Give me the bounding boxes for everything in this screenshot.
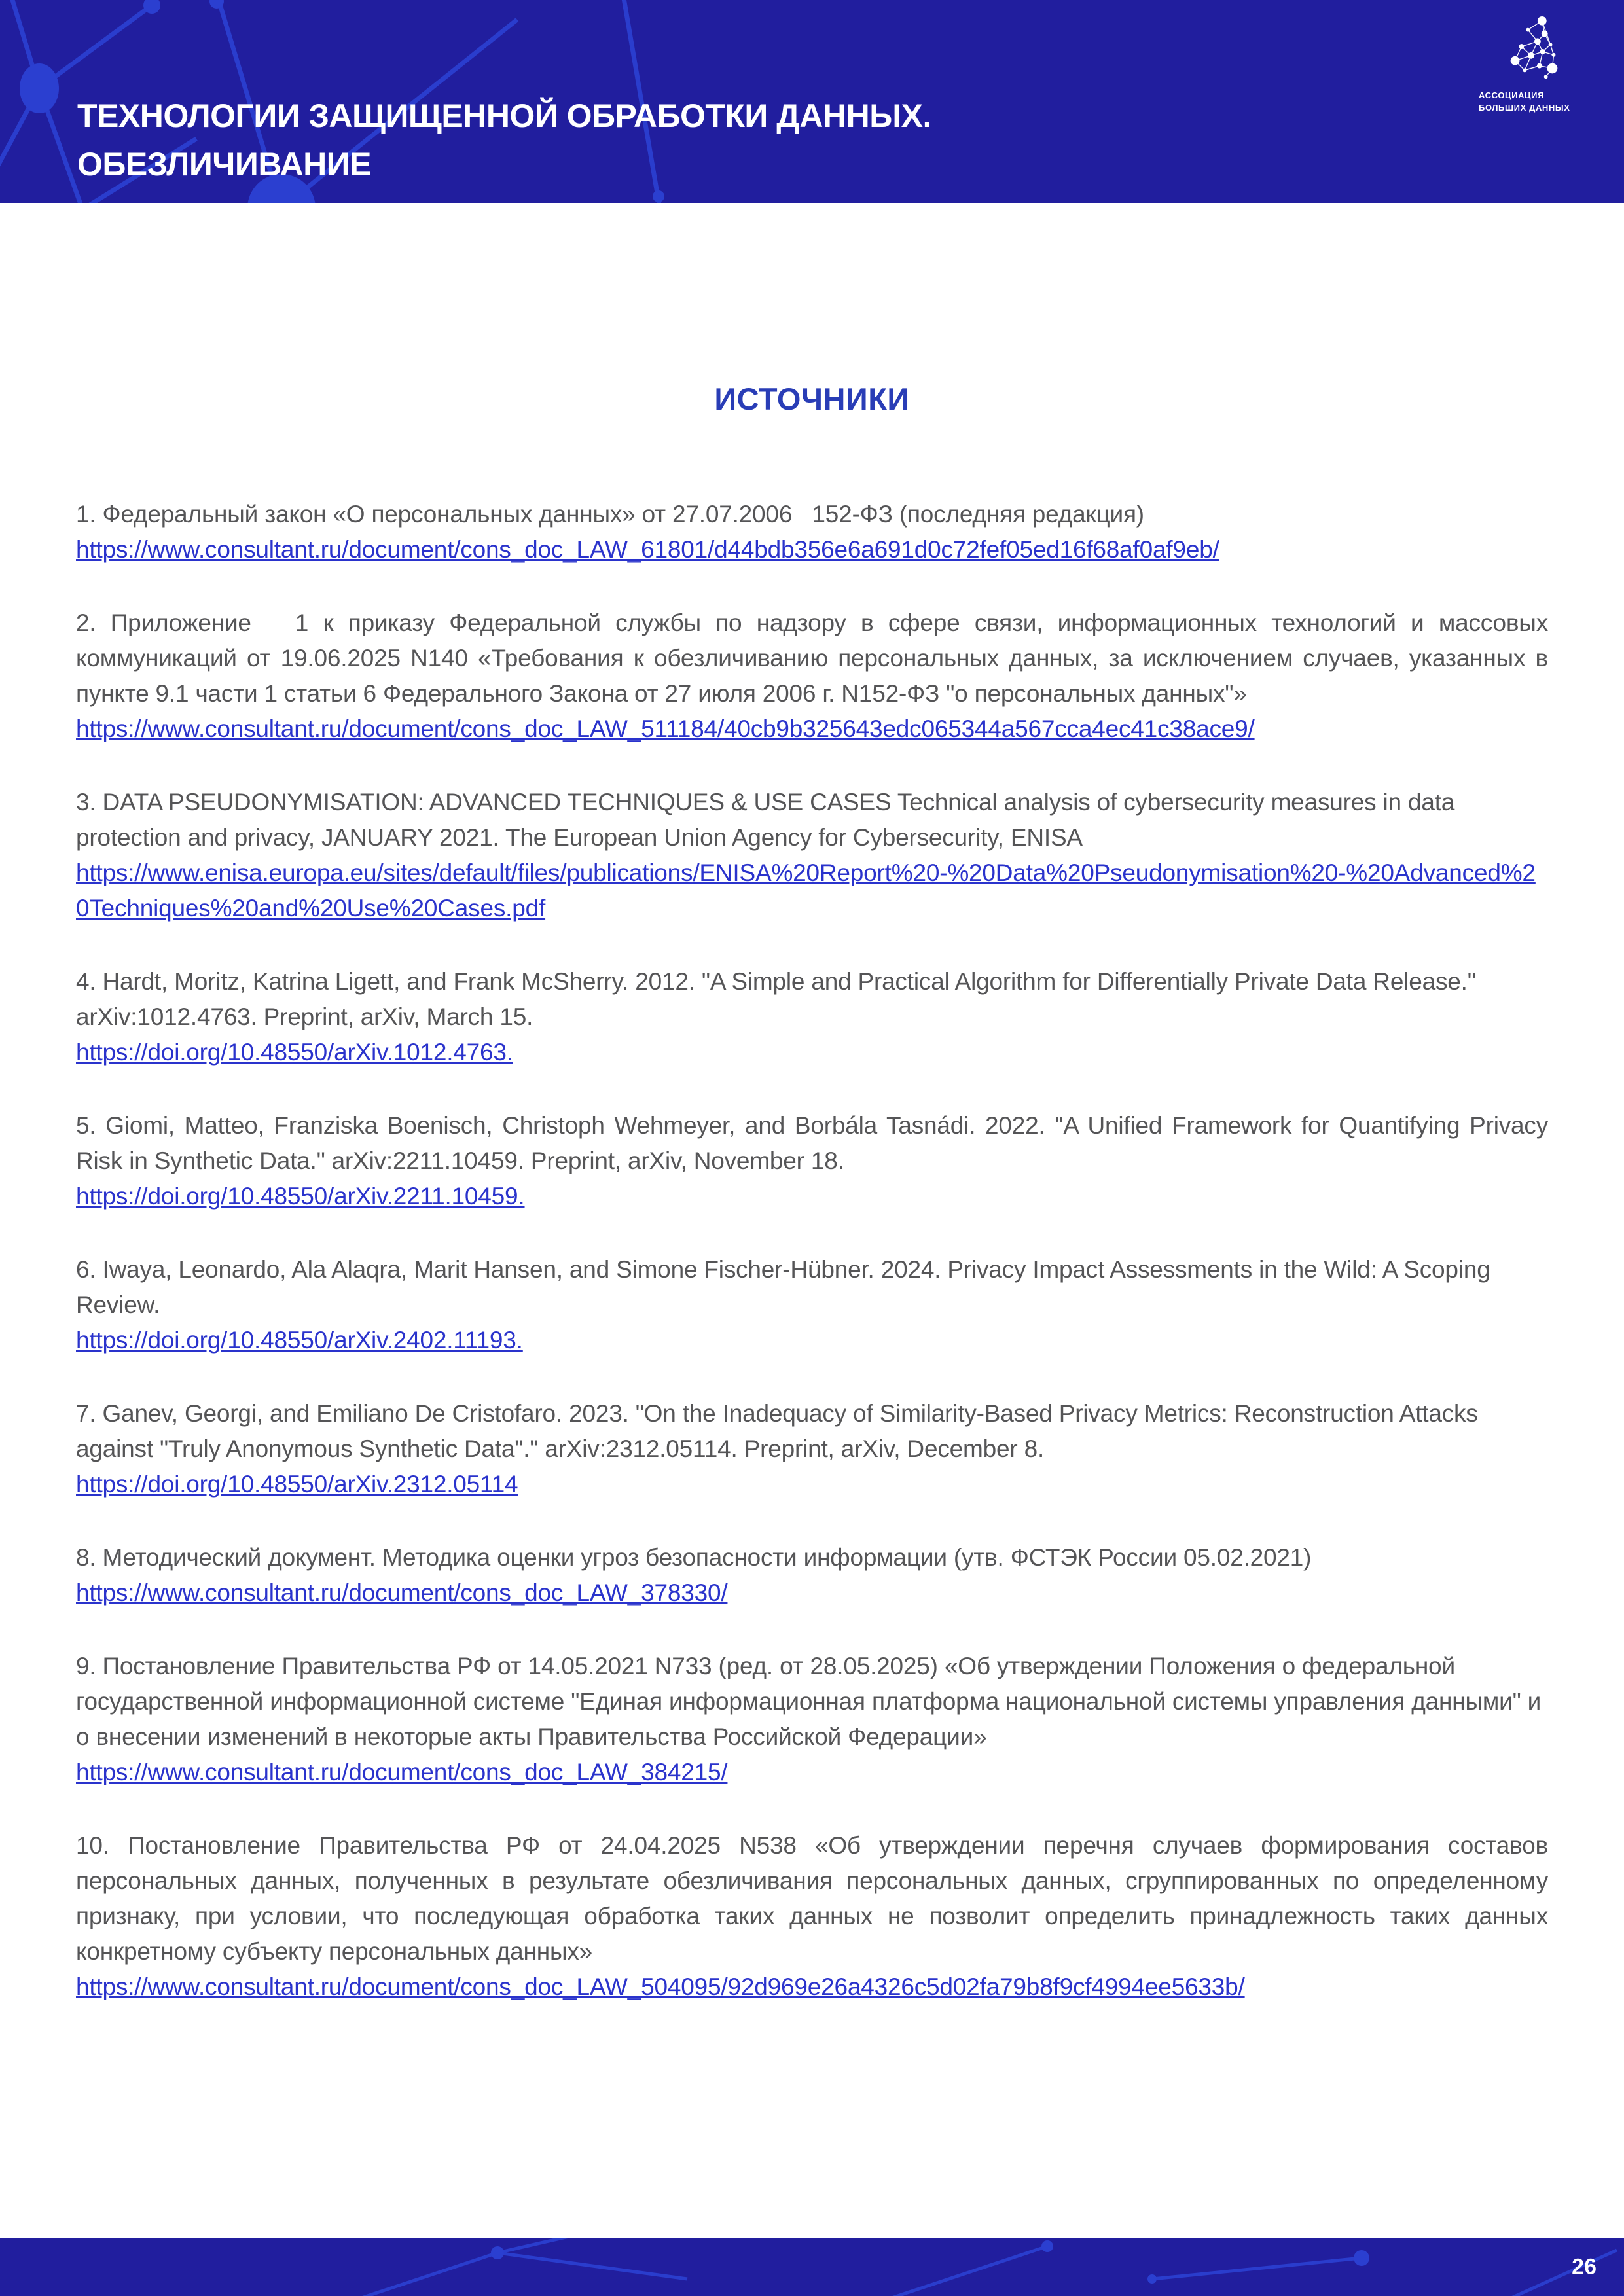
reference-text: 1. Федеральный закон «О персональных данных» от 27.07.2006 152-ФЗ (последняя редакция) [76,501,1144,528]
reference-text: 4. Hardt, Moritz, Katrina Ligett, and Frank McSherry. 2012. "A Simple and Practical Algorithm for Differentially Private Data Release." arXiv:1012.4763. Preprint, arXiv, March 15. [76,968,1483,1030]
reference-link[interactable]: https://doi.org/10.48550/arXiv.2312.05114 [76,1471,518,1498]
reference-item [76,1540,1548,1611]
abd-logo-text-line2: БОЛЬШИХ ДАННЫХ [1479,103,1570,113]
page-footer [0,2238,1624,2296]
reference-link[interactable]: https://www.consultant.ru/document/cons_doc_LAW_504095/92d969e26a4326c5d02fa79b8f9cf4994ee5633b/ [76,1973,1245,2000]
reference-link[interactable]: https://www.consultant.ru/document/cons_doc_LAW_384215/ [76,1759,728,1785]
page-title-line1: ТЕХНОЛОГИИ ЗАЩИЩЕННОЙ ОБРАБОТКИ ДАННЫХ. [77,98,931,134]
reference-link[interactable]: https://www.consultant.ru/document/cons_doc_LAW_378330/ [76,1579,728,1606]
reference-item [76,1649,1548,1790]
page-title [77,92,931,188]
reference-text: 10. Постановление Правительства РФ от 24.04.2025 N538 «Об утверждении перечня случаев формирования составов персональных данных, полученных в результате обезличивания персональных данных, сгруппированных по определенному признаку, при условии, что последующая обработка таких данных не позволит определить принадлежность таких данных конкретному субъекту персональных данных» [76,1832,1555,1965]
reference-text: 3. DATA PSEUDONYMISATION: ADVANCED TECHNIQUES & USE CASES Technical analysis of cybersecurity measures in data protection and privacy, JANUARY 2021. The European Union Agency for Cybersecurity, ENISA [76,789,1462,851]
sources-heading: ИСТОЧНИКИ [714,382,910,416]
page-header [0,0,1624,203]
reference-link[interactable]: https://doi.org/10.48550/arXiv.2402.11193. [76,1327,523,1354]
reference-item [76,1828,1555,2005]
abd-logo-icon [1502,14,1567,85]
reference-text: 8. Методический документ. Методика оценки угроз безопасности информации (утв. ФСТЭК России 05.02.2021) [76,1544,1312,1571]
reference-link[interactable]: https://www.consultant.ru/document/cons_doc_LAW_61801/d44bdb356e6a691d0c72fef05ed16f68af0af9eb/ [76,536,1219,563]
reference-text: 7. Ganev, Georgi, and Emiliano De Cristofaro. 2023. "On the Inadequacy of Similarity-Based Privacy Metrics: Reconstruction Attacks against "Truly Anonymous Synthetic Data"." arXiv:2312.05114. Preprint, arXiv, December 8. [76,1400,1485,1462]
page-title-line2: ОБЕЗЛИЧИВАНИЕ [77,146,371,183]
reference-link[interactable]: https://doi.org/10.48550/arXiv.1012.4763. [76,1039,513,1066]
reference-text: 9. Постановление Правительства РФ от 14.05.2021 N733 (ред. от 28.05.2025) «Об утверждении Положения о федеральной государственной информационной системе "Единая информационная платформа национальной системы управления данными" и о внесении изменений в некоторые акты Правительства Российской Федерации» [76,1653,1548,1750]
reference-link[interactable]: https://doi.org/10.48550/arXiv.2211.10459. [76,1183,525,1210]
reference-item [76,605,1555,747]
reference-item [76,1108,1555,1214]
abd-logo [1479,14,1590,114]
reference-item [76,1252,1548,1358]
references-list [76,497,1555,2005]
reference-text: 2. Приложение 1 к приказу Федеральной службы по надзору в сфере связи, информационных технологий и массовых коммуникаций от 19.06.2025 N140 «Требования к обезличиванию персональных данных, за исключением случаев, указанных в пункте 9.1 части 1 статьи 6 Федерального Закона от 27 июля 2006 г. N152-ФЗ "о персональных данных"» [76,609,1555,707]
reference-item [76,964,1548,1070]
footer-network-decoration [0,2238,1624,2296]
reference-item [76,785,1548,926]
page-number: 26 [1572,2254,1597,2280]
reference-text: 5. Giomi, Matteo, Franziska Boenisch, Christoph Wehmeyer, and Borbála Tasnádi. 2022. "A Unified Framework for Quantifying Privacy Risk in Synthetic Data." arXiv:2211.10459. Preprint, arXiv, November 18. [76,1112,1555,1174]
main-content [0,203,1624,2043]
abd-logo-text-line1: АССОЦИАЦИЯ [1479,90,1545,100]
reference-item [76,1396,1548,1502]
reference-item [76,497,1548,567]
reference-text: 6. Iwaya, Leonardo, Ala Alaqra, Marit Hansen, and Simone Fischer-Hübner. 2024. Privacy Impact Assessments in the Wild: A Scoping Review. [76,1256,1497,1318]
reference-link[interactable]: https://www.enisa.europa.eu/sites/default/files/publications/ENISA%20Report%20-%20Data%20Pseudonymisation%20-%20Advanced%20Techniques%20and%20Use%20Cases.pdf [76,859,1536,922]
reference-link[interactable]: https://www.consultant.ru/document/cons_doc_LAW_511184/40cb9b325643edc065344a567cca4ec41c38ace9/ [76,715,1255,742]
